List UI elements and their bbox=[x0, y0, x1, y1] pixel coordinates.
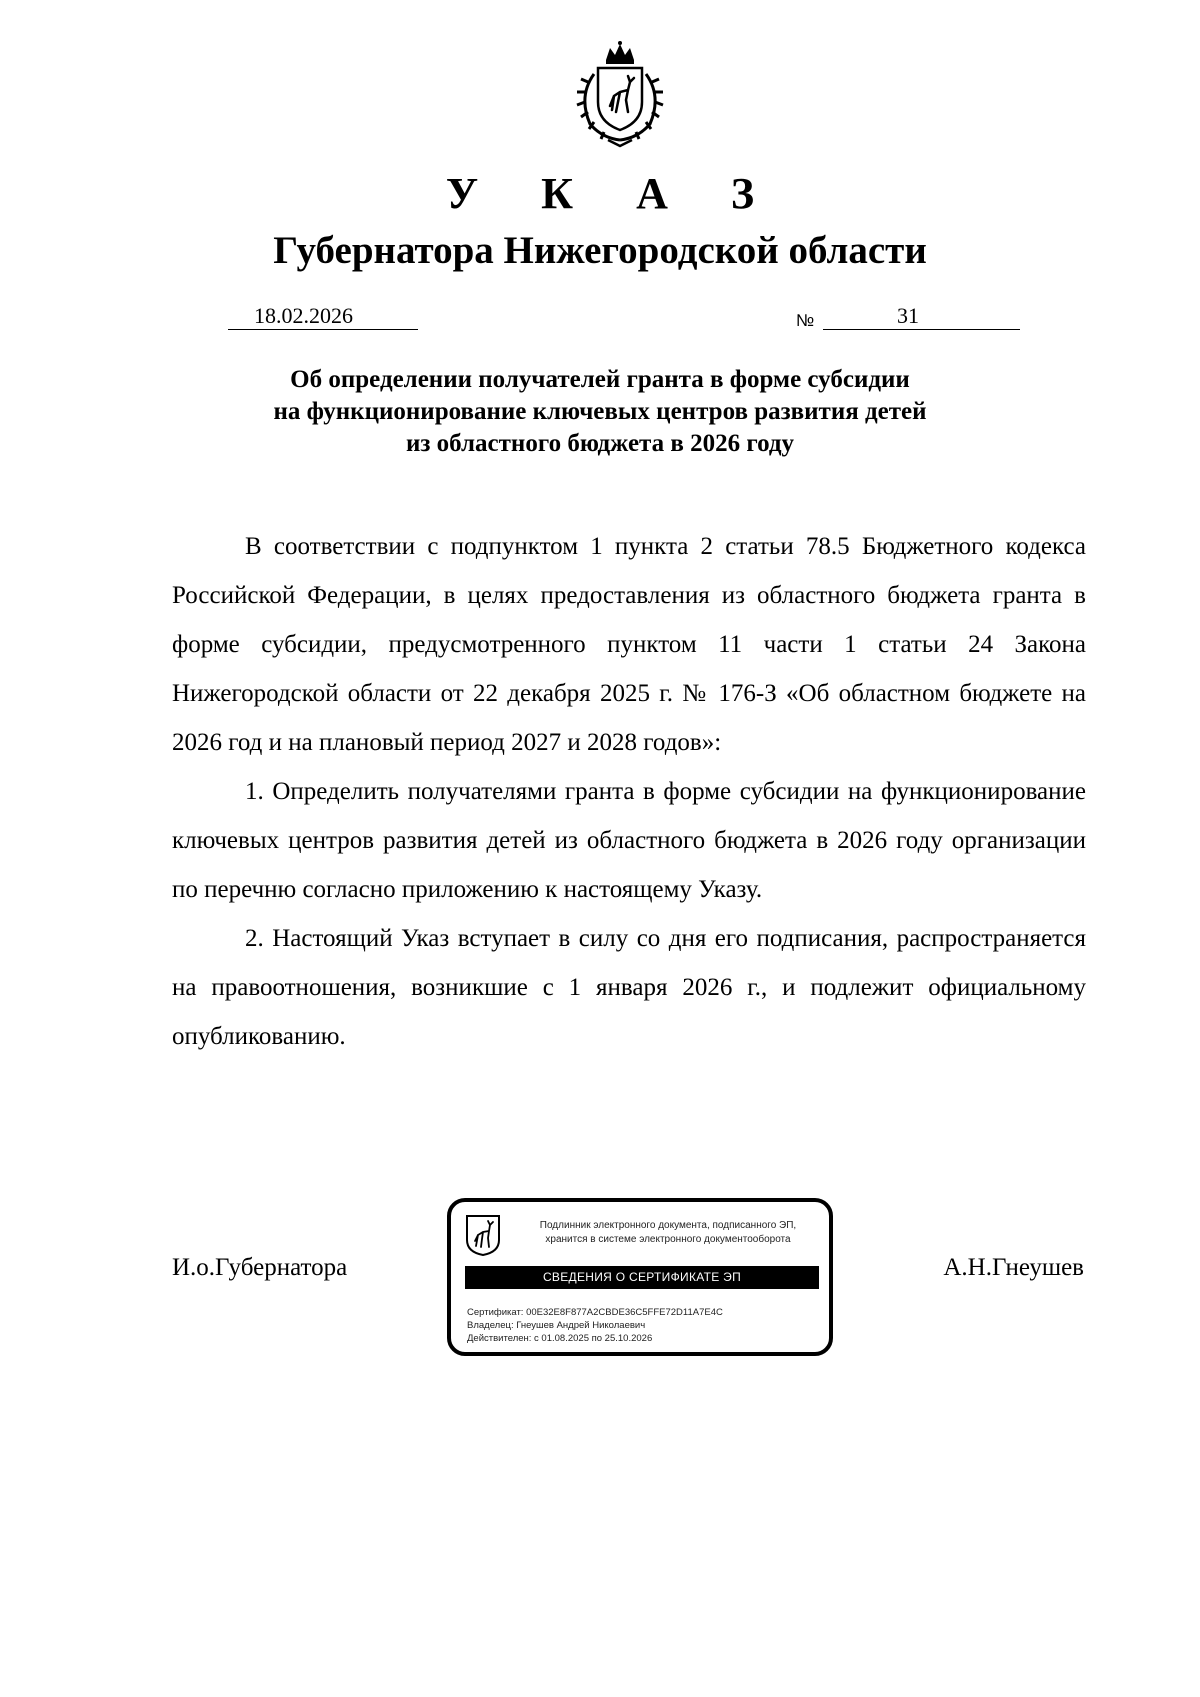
signatory-name: А.Н.Гнеушев bbox=[943, 1254, 1084, 1281]
number-label: № bbox=[796, 311, 815, 330]
decree-date: 18.02.2026 bbox=[228, 303, 418, 330]
decree-number: 31 bbox=[823, 303, 1020, 330]
body-paragraph-item-2: 2. Настоящий Указ вступает в силу со дня его подписания, распространяется на правоотношения, возникшие с 1 января 2026 г., и подлежит официальному опубликованию. bbox=[172, 925, 1086, 1050]
signatory-title: И.о.Губернатора bbox=[172, 1254, 348, 1281]
coat-of-arms-icon bbox=[568, 40, 672, 148]
deer-emblem-icon bbox=[465, 1214, 501, 1256]
decree-title bbox=[0, 364, 1200, 460]
certificate-info-header: СВЕДЕНИЯ О СЕРТИФИКАТЕ ЭП bbox=[465, 1266, 819, 1289]
certificate-details bbox=[467, 1306, 723, 1345]
certificate-validity: Действителен: с 01.08.2025 по 25.10.2026 bbox=[467, 1333, 653, 1344]
stamp-note-line: Подлинник электронного документа, подписанного ЭП, bbox=[539, 1220, 797, 1231]
electronic-signature-stamp bbox=[447, 1198, 833, 1356]
issuer-title: Губернатора Нижегородской области bbox=[273, 229, 927, 272]
decree-body bbox=[172, 522, 1086, 1061]
body-paragraph-preamble: В соответствии с подпунктом 1 пункта 2 статьи 78.5 Бюджетного кодекса Российской Федерации, в целях предоставления из областного бюджета гранта в форме субсидии, предусмотренного пунктом 11 части 1 статьи 24 Закона Нижегородской области от 22 декабря 2025 г. № 176-З «Об областном бюджете на 2026 год и на плановый период 2027 и 2028 годов»: bbox=[172, 533, 1086, 756]
document-type: У К А З bbox=[445, 169, 781, 218]
decree-title-line: Об определении получателей гранта в форме субсидии bbox=[290, 366, 910, 393]
stamp-note-line: хранится в системе электронного документооборота bbox=[545, 1234, 791, 1245]
decree-title-line: из областного бюджета в 2026 году bbox=[405, 430, 795, 457]
decree-title-line: на функционирование ключевых центров развития детей bbox=[273, 398, 927, 425]
certificate-serial: Сертификат: 00E32E8F877A2CBDE36C5FFE72D11A7E4C bbox=[467, 1307, 723, 1318]
body-paragraph-item-1: 1. Определить получателями гранта в форме субсидии на функционирование ключевых центров развития детей из областного бюджета в 2026 году организации по перечню согласно приложению к настоящему Указу. bbox=[172, 778, 1086, 903]
certificate-owner: Владелец: Гнеушев Андрей Николаевич bbox=[467, 1320, 646, 1331]
stamp-note bbox=[509, 1219, 827, 1247]
